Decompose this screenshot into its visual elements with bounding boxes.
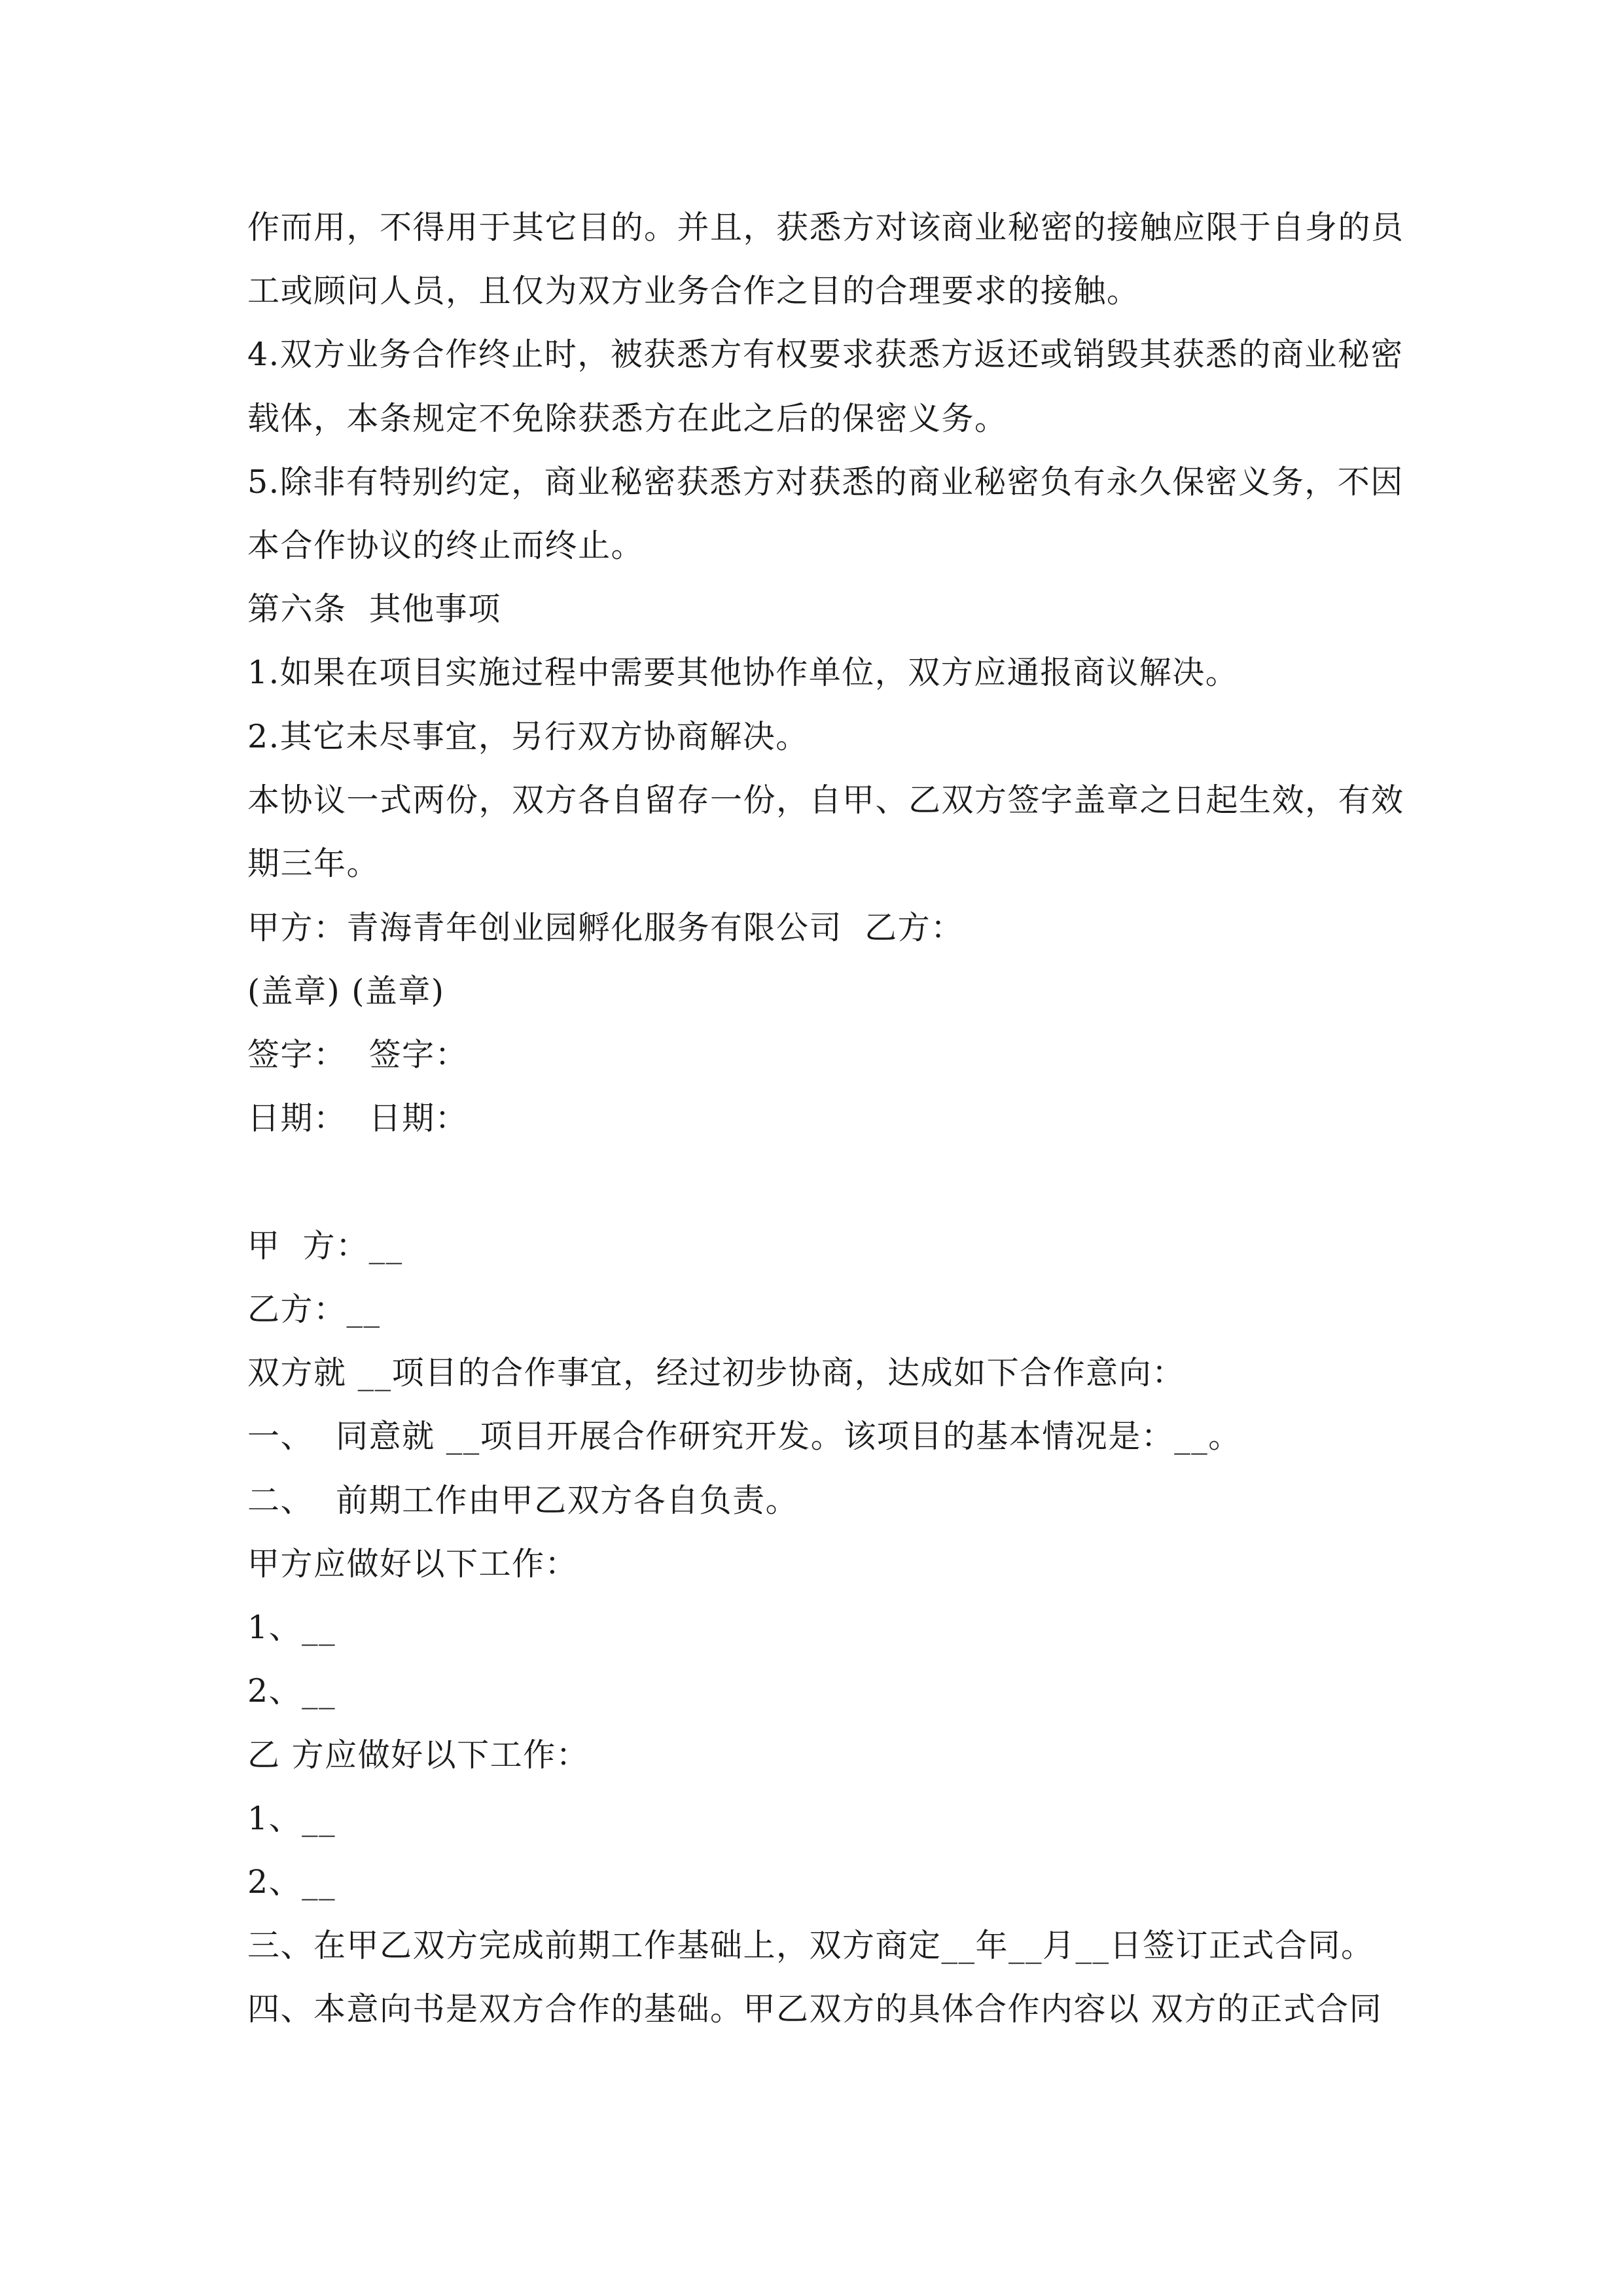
clause-item: 一、 同意就 __项目开展合作研究开发。该项目的基本情况是：__。 <box>247 1418 1241 1455</box>
list-item: 2、__ <box>247 1863 336 1901</box>
paragraph-line: 双方就 __项目的合作事宜，经过初步协商，达成如下合作意向： <box>247 1354 1185 1391</box>
clause-item: 4.双方业务合作终止时，被获悉方有权要求获悉方返还或销毁其获悉的商业秘密 <box>247 336 1404 373</box>
clause-item: 2.其它未尽事宜，另行双方协商解决。 <box>247 718 809 755</box>
party-b-line: 乙方：__ <box>247 1291 381 1328</box>
paragraph-line: 期三年。 <box>247 845 380 882</box>
signature-line: 签字： 签字： <box>247 1036 469 1073</box>
section-heading: 第六条 其他事项 <box>247 590 501 628</box>
clause-item: 三、在甲乙双方完成前期工作基础上，双方商定__年__月__日签订正式合同。 <box>247 1927 1374 1964</box>
party-line: 甲方：青海青年创业园孵化服务有限公司 乙方： <box>247 909 964 946</box>
party-a-line: 甲 方：__ <box>247 1227 403 1265</box>
list-item: 2、__ <box>247 1672 336 1710</box>
paragraph-line: 本协议一式两份，双方各自留存一份，自甲、乙双方签字盖章之日起生效，有效 <box>247 781 1404 819</box>
seal-line: (盖章) (盖章) <box>247 973 445 1010</box>
clause-item: 1.如果在项目实施过程中需要其他协作单位，双方应通报商议解决。 <box>247 654 1239 691</box>
clause-item: 四、本意向书是双方合作的基础。甲乙双方的具体合作内容以 双方的正式合同 <box>247 1990 1383 2028</box>
clause-item: 5.除非有特别约定，商业秘密获悉方对获悉的商业秘密负有永久保密义务，不因 <box>247 463 1404 501</box>
paragraph-line: 作而用，不得用于其它目的。并且，获悉方对该商业秘密的接触应限于自身的员 <box>247 209 1404 246</box>
list-item: 1、__ <box>247 1800 336 1837</box>
paragraph-line: 乙 方应做好以下工作： <box>247 1736 590 1774</box>
paragraph-line: 甲方应做好以下工作： <box>247 1545 579 1583</box>
paragraph-line: 工或顾问人员，且仅为双方业务合作之目的合理要求的接触。 <box>247 272 1140 310</box>
paragraph-line: 载体，本条规定不免除获悉方在此之后的保密义务。 <box>247 400 1008 437</box>
list-item: 1、__ <box>247 1609 336 1646</box>
date-line: 日期： 日期： <box>247 1100 469 1137</box>
paragraph-line: 本合作协议的终止而终止。 <box>247 527 645 564</box>
clause-item: 二、 前期工作由甲乙双方各自负责。 <box>247 1482 799 1519</box>
